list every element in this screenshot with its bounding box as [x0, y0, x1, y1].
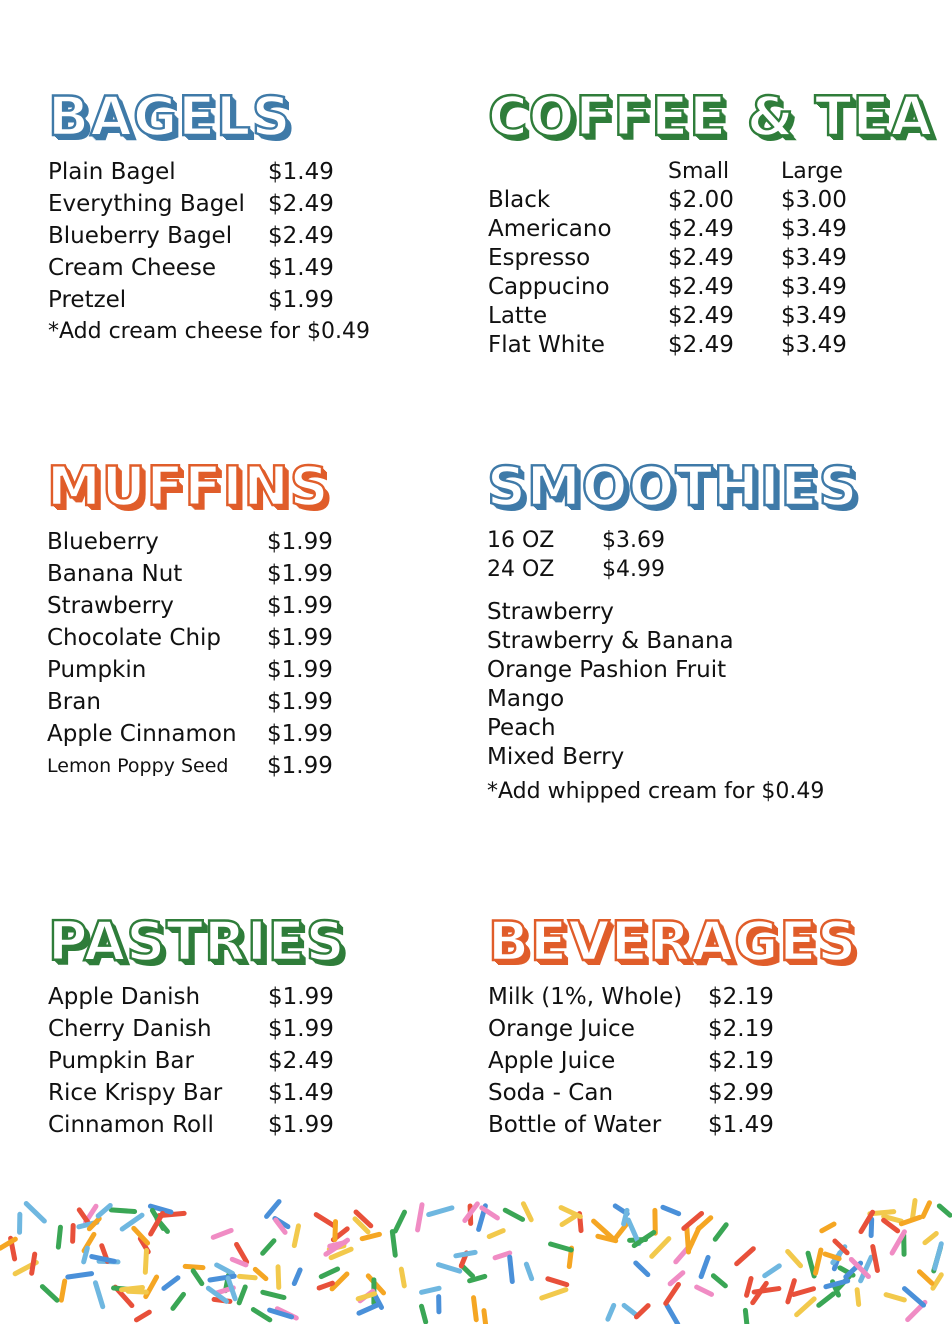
- item-price: $1.99: [267, 721, 333, 747]
- sprinkle: [919, 1272, 931, 1284]
- beverages-list: [488, 981, 857, 1141]
- menu-item: [488, 1013, 857, 1045]
- sprinkle: [663, 1207, 679, 1213]
- sprinkle: [61, 1281, 64, 1300]
- sprinkle: [687, 1226, 689, 1252]
- item-name: Blueberry: [47, 529, 159, 555]
- flavor-item: Orange Pashion Fruit: [487, 657, 727, 683]
- item-price: $1.49: [708, 1112, 774, 1138]
- sprinkle: [939, 1206, 950, 1215]
- smoothie-flavors: [487, 598, 858, 772]
- item-name: Banana Nut: [47, 561, 183, 587]
- item-price-large: $3.49: [781, 332, 847, 358]
- sprinkle: [111, 1210, 134, 1212]
- item-price: $2.19: [708, 984, 774, 1010]
- sprinkle: [332, 1274, 347, 1289]
- pastries-list: [48, 981, 346, 1141]
- beverages-section: [488, 910, 858, 1141]
- sprinkle: [145, 1251, 146, 1273]
- item-price-large: $3.00: [781, 187, 847, 213]
- sprinkle: [267, 1202, 279, 1217]
- sprinkle: [526, 1264, 531, 1278]
- sprinkle: [697, 1287, 712, 1294]
- menu-item: [48, 220, 370, 252]
- sprinkle: [422, 1306, 426, 1322]
- item-name: Everything Bagel: [48, 191, 245, 217]
- item-name: Orange Juice: [488, 1016, 635, 1042]
- sprinkle: [608, 1305, 614, 1319]
- size-row: [487, 526, 858, 555]
- sprinkle: [68, 1274, 92, 1277]
- sprinkle: [873, 1247, 878, 1271]
- sprinkle: [429, 1208, 452, 1215]
- item-price: $2.99: [708, 1080, 774, 1106]
- sprinkle: [523, 1204, 531, 1220]
- pastries-heading: PASTRIES: [48, 910, 346, 973]
- item-price: $1.99: [267, 561, 333, 587]
- sprinkle: [871, 1219, 872, 1235]
- item-price-large: $3.49: [781, 245, 847, 271]
- menu-item: [47, 686, 333, 718]
- sprinkle: [164, 1278, 178, 1289]
- menu-item: [47, 750, 333, 782]
- sprinkle: [128, 1291, 146, 1292]
- menu-item: [488, 302, 933, 331]
- sprinkle: [715, 1225, 726, 1240]
- coffee-size-header: [488, 158, 933, 186]
- item-price: $2.49: [268, 191, 334, 217]
- menu-item: [48, 188, 370, 220]
- menu-item: [47, 590, 333, 622]
- item-name: Soda - Can: [488, 1080, 614, 1106]
- item-name: Milk (1%, Whole): [488, 984, 683, 1010]
- item-name: Rice Krispy Bar: [48, 1080, 223, 1106]
- menu-item: [47, 526, 333, 558]
- item-name: Cream Cheese: [48, 255, 217, 281]
- sprinkle: [321, 1269, 337, 1277]
- item-name: Pumpkin Bar: [48, 1048, 194, 1074]
- muffins-list: [47, 526, 333, 782]
- item-price: $1.99: [267, 625, 333, 651]
- sprinkle: [213, 1230, 231, 1237]
- menu-item: [48, 1077, 346, 1109]
- sprinkle: [670, 1273, 683, 1284]
- sprinkle: [652, 1239, 669, 1257]
- size-price: $3.69: [602, 528, 665, 553]
- menu-item: [488, 1045, 857, 1077]
- sprinkle: [904, 1289, 923, 1306]
- item-price: $1.99: [267, 529, 333, 555]
- sprinkle: [92, 1257, 114, 1262]
- menu-item: [48, 1045, 346, 1077]
- sprinkle: [636, 1263, 648, 1275]
- sprinkle: [456, 1252, 475, 1255]
- item-name: Pumpkin: [47, 657, 147, 683]
- sprinkle: [294, 1270, 300, 1284]
- smoothies-section: [487, 455, 859, 808]
- sprinkle: [765, 1266, 780, 1276]
- sprinkle: [636, 1306, 648, 1317]
- sprinkle: [401, 1269, 404, 1286]
- sprinkle: [819, 1294, 834, 1305]
- menu-item: [488, 981, 857, 1013]
- item-price-small: $2.49: [668, 332, 734, 358]
- coffee-tea-heading: COFFEE & TEA: [488, 85, 934, 148]
- item-price-large: $3.49: [781, 216, 847, 242]
- sprinkle: [239, 1276, 255, 1277]
- sprinkle: [316, 1215, 335, 1227]
- sprinkle: [935, 1244, 942, 1269]
- menu-item: [48, 284, 370, 316]
- sprinkle: [270, 1310, 292, 1317]
- sprinkle: [294, 1226, 298, 1246]
- sprinkle: [857, 1290, 859, 1305]
- item-price: $1.49: [268, 1080, 334, 1106]
- menu-item: [488, 331, 933, 360]
- size-label: 16 OZ: [487, 528, 555, 553]
- sprinkle: [667, 1306, 678, 1324]
- item-name: Plain Bagel: [48, 159, 176, 185]
- bagels-note: *Add cream cheese for $0.49: [48, 319, 371, 344]
- item-name: Blueberry Bagel: [48, 223, 233, 249]
- menu-item: [47, 622, 333, 654]
- menu-item: [488, 215, 933, 244]
- sprinkle: [912, 1200, 915, 1219]
- sprinkle: [510, 1257, 513, 1281]
- sprinkle: [263, 1241, 274, 1253]
- item-price: $1.99: [268, 287, 334, 313]
- menu-item: [48, 1013, 346, 1045]
- sprinkle: [548, 1279, 567, 1285]
- sprinkle: [925, 1234, 936, 1243]
- sprinkle: [173, 1294, 184, 1308]
- sprinkle: [58, 1227, 60, 1247]
- item-price: $1.99: [268, 984, 334, 1010]
- size-label: 24 OZ: [487, 557, 555, 582]
- size-small-label: Small: [668, 159, 730, 184]
- sprinkle: [816, 1250, 821, 1273]
- sprinkle: [474, 1298, 477, 1320]
- menu-item: [47, 654, 333, 686]
- size-price: $4.99: [602, 557, 665, 582]
- bagels-heading: BAGELS: [48, 85, 292, 148]
- item-price: $1.99: [268, 1112, 334, 1138]
- sprinkle: [359, 1304, 379, 1313]
- sprinkle: [84, 1248, 88, 1262]
- menu-item: [47, 558, 333, 590]
- smoothies-note: *Add whipped cream for $0.49: [487, 779, 825, 804]
- sprinkle: [794, 1289, 814, 1295]
- bagels-list: [48, 156, 370, 348]
- sprinkle: [923, 1203, 929, 1217]
- item-price: $2.19: [708, 1048, 774, 1074]
- sprinkle: [239, 1287, 245, 1303]
- item-price: $1.99: [268, 1016, 334, 1042]
- flavor-item: Peach: [487, 715, 556, 741]
- sprinkle: [42, 1287, 57, 1301]
- sprinkle: [901, 1217, 920, 1223]
- sprinkle: [89, 1219, 99, 1229]
- sprinkle: [422, 1288, 440, 1292]
- size-row: [487, 555, 858, 584]
- sprinkle: [822, 1224, 834, 1231]
- item-name: Black: [488, 187, 551, 213]
- item-price: $1.99: [267, 593, 333, 619]
- sprinkle: [886, 1295, 904, 1300]
- sprinkle: [747, 1278, 752, 1295]
- sprinkle: [551, 1244, 572, 1250]
- sprinkle: [95, 1283, 102, 1307]
- item-name: Bottle of Water: [488, 1112, 662, 1138]
- item-name: Apple Juice: [488, 1048, 616, 1074]
- menu-item: [488, 244, 933, 273]
- menu-item: [48, 981, 346, 1013]
- item-price: $1.99: [267, 753, 333, 779]
- flavor-item: Mixed Berry: [487, 744, 625, 770]
- item-name: Espresso: [488, 245, 591, 271]
- sprinkle: [193, 1271, 202, 1284]
- item-price-small: $2.00: [668, 187, 734, 213]
- sprinkle: [278, 1267, 279, 1288]
- sprinkle: [418, 1205, 422, 1230]
- muffins-section: [47, 455, 333, 782]
- item-name: Apple Cinnamon: [47, 721, 237, 747]
- item-name: Chocolate Chip: [47, 625, 222, 651]
- sprinkle: [26, 1204, 44, 1222]
- sprinkle: [438, 1265, 459, 1271]
- muffins-heading: MUFFINS: [47, 455, 330, 518]
- sprinkle: [263, 1292, 284, 1297]
- sprinkle: [98, 1205, 110, 1215]
- pastries-section: [48, 910, 346, 1141]
- sprinkle: [933, 1275, 941, 1288]
- sprinkle: [32, 1254, 35, 1273]
- sprinkle: [788, 1281, 794, 1302]
- flavor-item: Mango: [487, 686, 565, 712]
- sprinkle: [185, 1266, 203, 1267]
- menu-item: [488, 1109, 857, 1141]
- sprinkle: [797, 1299, 815, 1315]
- sprinkle: [562, 1217, 575, 1225]
- item-name: Pretzel: [48, 287, 127, 313]
- sprinkle: [484, 1311, 486, 1324]
- item-price: $1.49: [268, 255, 334, 281]
- item-price-small: $2.49: [668, 303, 734, 329]
- sprinkle: [624, 1305, 636, 1314]
- item-name: Flat White: [488, 332, 605, 358]
- item-price-small: $2.49: [668, 245, 734, 271]
- menu-item: [47, 718, 333, 750]
- menu-item: [488, 1077, 857, 1109]
- sprinkle: [335, 1222, 336, 1240]
- sprinkle: [745, 1310, 747, 1324]
- menu-item: [48, 252, 370, 284]
- item-name: Cinnamon Roll: [48, 1112, 214, 1138]
- item-name: Lemon Poppy Seed: [47, 755, 229, 777]
- smoothies-heading: SMOOTHIES: [487, 455, 859, 518]
- item-name: Bran: [47, 689, 101, 715]
- sprinkle: [737, 1249, 754, 1264]
- sprinkle: [826, 1281, 848, 1287]
- item-name: Apple Danish: [48, 984, 201, 1010]
- item-price: $2.49: [268, 223, 334, 249]
- sprinkle: [136, 1312, 149, 1320]
- sprinkle: [395, 1212, 404, 1231]
- menu-item: [488, 273, 933, 302]
- menu-item: [488, 186, 933, 215]
- size-large-label: Large: [781, 159, 843, 184]
- sprinkle: [505, 1210, 522, 1219]
- sprinkle: [561, 1208, 580, 1217]
- item-name: Strawberry: [47, 593, 174, 619]
- item-name: Americano: [488, 216, 612, 242]
- sprinkle: [542, 1290, 566, 1298]
- item-price-large: $3.49: [781, 303, 847, 329]
- item-price: $2.49: [268, 1048, 334, 1074]
- sprinkle: [73, 1226, 74, 1242]
- sprinkle: [217, 1265, 233, 1273]
- sprinkle: [713, 1276, 725, 1286]
- item-price-large: $3.49: [781, 274, 847, 300]
- item-price-small: $2.49: [668, 216, 734, 242]
- menu-item: [48, 156, 370, 188]
- sprinkle: [392, 1232, 395, 1256]
- sprinkle: [754, 1289, 779, 1292]
- flavor-item: Strawberry & Banana: [487, 628, 734, 654]
- sprinkle: [362, 1234, 379, 1238]
- menu-item: [48, 1109, 346, 1141]
- item-name: Cherry Danish: [48, 1016, 212, 1042]
- item-price: $1.49: [268, 159, 334, 185]
- sprinkle: [788, 1251, 801, 1265]
- coffee-tea-section: [488, 85, 934, 360]
- sprinkles-border: [0, 1195, 952, 1324]
- flavor-item: Strawberry: [487, 599, 614, 625]
- sprinkle: [666, 1284, 679, 1303]
- item-name: Cappucino: [488, 274, 610, 300]
- smoothie-sizes: [487, 526, 858, 584]
- item-price: $1.99: [267, 657, 333, 683]
- sprinkle: [489, 1231, 503, 1237]
- sprinkle: [228, 1278, 235, 1298]
- item-price-small: $2.49: [668, 274, 734, 300]
- item-price: $1.99: [267, 689, 333, 715]
- item-name: Latte: [488, 303, 548, 329]
- bagels-section: [48, 85, 371, 348]
- beverages-heading: BEVERAGES: [488, 910, 858, 973]
- item-price: $2.19: [708, 1016, 774, 1042]
- sprinkle: [701, 1257, 708, 1276]
